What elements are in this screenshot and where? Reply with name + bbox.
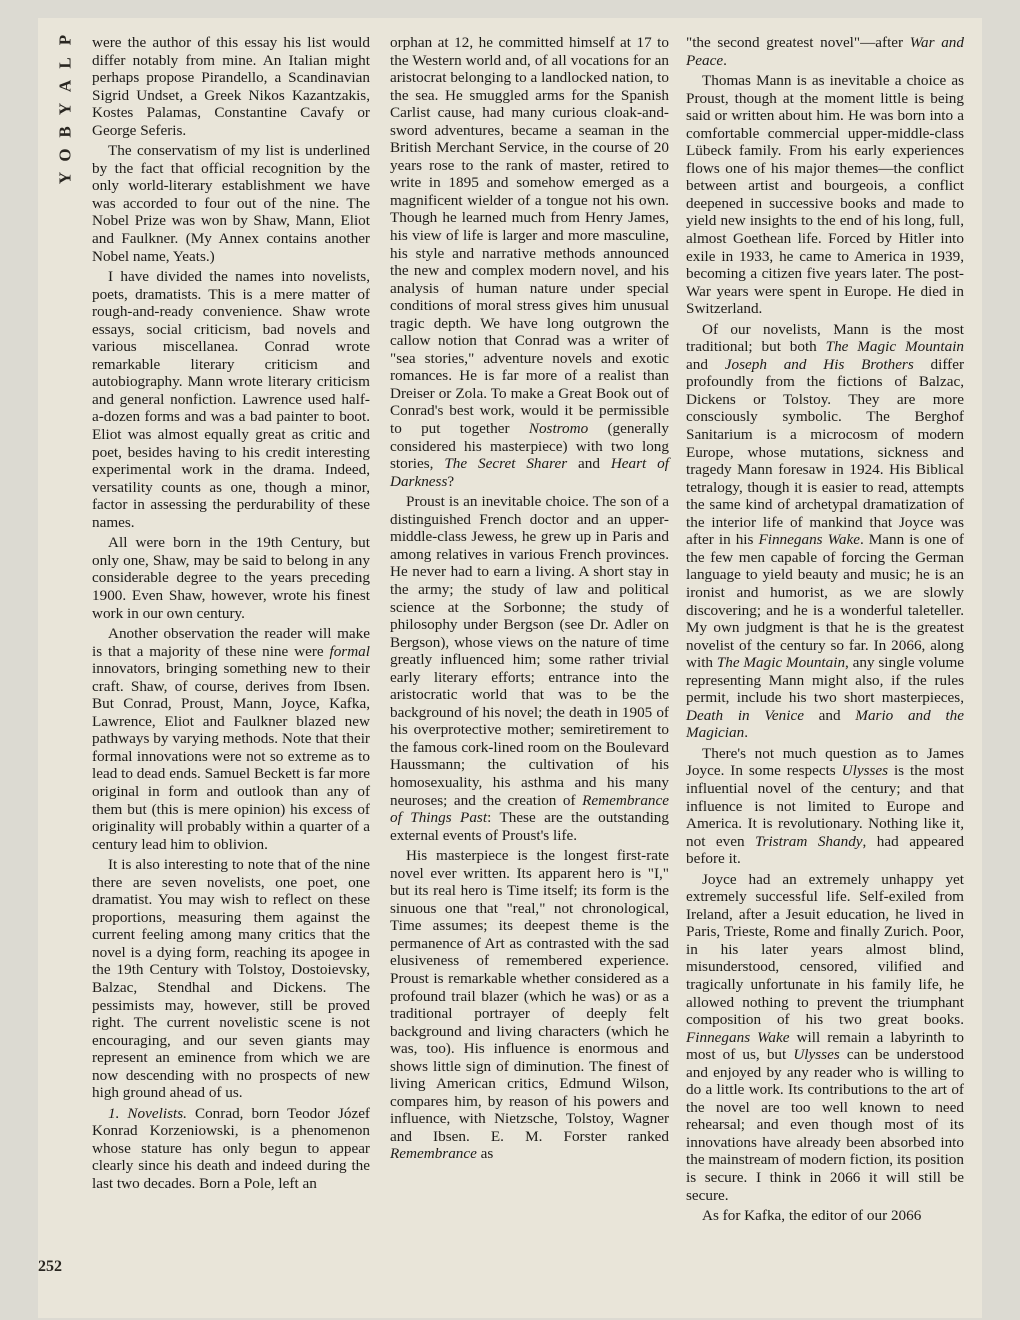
paragraph — [92, 1105, 370, 1193]
paragraph — [92, 856, 370, 1102]
masthead-letter: B — [55, 125, 75, 138]
body-text: His masterpiece is the longest first-rate novel ever written. Its apparent hero is "I," but its real hero is Time itself; its form is the sinuous one that "real," not chronological, Time assumes; its deepest theme is the permanence of Art as contrasted with the sad elusiveness of remembered experience. Proust is remarkable whether considered as a profound trail blazer (which he was) or as a traditional portrayer of deeply felt background and living characters (which he was, too). His influence is enormous and shows little sign of diminution. The finest of living American critics, Edmund Wilson, compares him, by reason of his powers and influence, with Nietzsche, Tolstoy, Wagner and Ibsen. E. M. Forster ranked — [390, 847, 669, 1145]
body-text: "the second greatest novel"—after — [686, 34, 910, 51]
masthead-letter: P — [55, 33, 75, 46]
body-text: is the most influential novel of the century; and that influence is not limited to Europe and America. It is revolutionary. Nothing like it, not even — [686, 762, 964, 850]
body-text: and — [567, 455, 611, 473]
body-text: Another observation the reader will make is that a majority of these nine were — [92, 625, 370, 660]
italic-title-text: Remembrance of Things Past — [390, 791, 669, 827]
italic-title-text: 1. Novelists. — [108, 1104, 187, 1122]
italic-title-text: Finnegans Wake — [686, 1028, 790, 1046]
masthead-letter: Y — [55, 101, 75, 116]
body-text: as — [476, 1145, 494, 1163]
text-column-3 — [686, 34, 964, 1228]
page-number: 252 — [38, 1258, 62, 1275]
body-text: There's not much question as to James Joyce. In some respects — [686, 744, 964, 780]
text-column-1 — [92, 34, 370, 1196]
paragraph — [686, 1207, 964, 1225]
italic-title-text: Death in Venice — [686, 706, 804, 724]
body-text: It is also interesting to note that of the nine there are seven novelists, one poet, one dramatist. You may wish to reflect on these proportions, measuring them against the current feeling among many critics that the novel is a dying form, reaching its apogee in the 19th Century with Tolstoy, Dostoievsky, Balzac, Stendhal and Dickens. The pessimists may, however, still be proved right. The current novelistic scene is not encouraging, and our seven giants may represent an eminence from which we are now descending with no prospects of new high ground ahead of us. — [92, 856, 370, 1102]
body-text: . — [723, 51, 727, 69]
body-text: , had appeared before it. — [686, 832, 964, 868]
italic-title-text: The Magic Mountain — [716, 654, 846, 672]
body-text: (generally considered his masterpiece) with two long stories, — [390, 420, 670, 473]
italic-title-text: Mario and the Magician — [686, 706, 964, 742]
masthead-letter: L — [55, 56, 75, 69]
paragraph — [390, 493, 669, 844]
body-text: As for Kafka, the editor of our 2066 — [702, 1207, 922, 1225]
paragraph — [686, 34, 964, 69]
italic-title-text: Tristram Shandy — [755, 832, 863, 850]
body-text: : These are the outstanding external events of Proust's life. — [390, 809, 669, 844]
text-column-2 — [390, 34, 669, 1166]
body-text: Conrad, born Teodor Józef Konrad Korzeniowski, is a phenomenon whose stature has only begun to appear clearly since his death and indeed during the last two decades. Born a Pole, left an — [92, 1104, 370, 1192]
body-text: Thomas Mann is as inevitable a choice as Proust, though at the moment little is being said or written about him. He was born into a comfortable commercial upper-middle-class Lübeck family. From his early experiences flows one of his major themes—the conflict between artist and bourgeois, a conflict deepened in successive books and made to yield new insights to the end of his long, full, almost Goethean life. Forced by Hitler into exile in 1933, he came to America in 1939, becoming a citizen five years later. The post-War years were spent in Europe. He died in Switzerland. — [686, 72, 964, 318]
masthead-letter: Y — [55, 170, 75, 185]
paragraph — [686, 321, 964, 742]
body-text: orphan at 12, he committed himself at 17 to the Western world and, of all vocations for an aristocrat belonging to a landlocked nation, to the sea. He smuggled arms for the Spanish Carlist cause, had many curious cloak-and-sword adventures, became a seaman in the British Merchant Service, in the course of 20 years rose to the rank of master, retired to write in 1895 and somehow emerged as a magnificent wielder of a tongue not his own. Though he learned much from Henry James, his view of life is larger and more masculine, his style and narrative methods announced the new and complex modern novel, and his analysis of human nature under special conditions of moral stress gives him unusual tragic depth. We have long outgrown the callow notion that Conrad was a writer of "sea stories," adventure novels and exotic romances. He is far more of a realist than Dreiser or Zola. To make a Great Book out of Conrad's best work, would it be permissible to put together — [390, 34, 669, 438]
body-text: . Mann is one of the few men capable of forcing the German language to yield beauty and music; he is an ironist and humorist, as we are slowly discovering; and he is a wonderful taleteller. My own judgment is that he is the greatest novelist of the century so far. In 2066, along with — [686, 531, 964, 672]
italic-title-text: Nostromo — [528, 420, 589, 438]
italic-title-text: Ulysses — [841, 762, 889, 780]
paragraph — [390, 34, 669, 490]
magazine-masthead — [50, 28, 80, 189]
body-text: can be understood and enjoyed by any reader who is willing to do a little work. Its contributions to the art of the novel are too well known to need rehearsal; and even though most of its innovations have already been absorbed into the mainstream of modern fiction, its position is secure. I think in 2066 it will still be secure. — [686, 1046, 964, 1204]
masthead-letter: A — [55, 78, 75, 93]
paragraph — [92, 268, 370, 531]
paragraph — [686, 745, 964, 868]
paragraph — [390, 847, 669, 1163]
paragraph — [92, 142, 370, 265]
paragraph — [92, 534, 370, 622]
body-text: Of our novelists, Mann is the most traditional; but both — [686, 320, 964, 356]
body-text: Proust is an inevitable choice. The son of a distinguished French doctor and an upper-middle-class Jewess, he grew up in Paris and among relatives in various French provinces. He never had to earn a living. A short stay in the army; the study of law and political science at the Sorbonne; the study of philosophy under Bergson (see Dr. Adler on Bergson), whose views on the nature of time greatly influenced him; some rather trivial early literary efforts; entrance into the aristocratic world that was to be the background of his novel; the death in 1905 of his overprotective mother; semiretirement to the famous cork-lined room on the Boulevard Haussmann; the cultivation of his homosexuality, his asthma and his many neuroses; and the creation of — [390, 493, 669, 809]
body-text: , any single volume representing Mann might also, if the rules permit, include his two short masterpieces, — [686, 654, 964, 707]
italic-title-text: Ulysses — [793, 1046, 840, 1064]
italic-title-text: Remembrance — [390, 1145, 477, 1163]
body-text: The conservatism of my list is underlined by the fact that official recognition by the only world-literary establishment we have was accorded to four out of the nine. The Nobel Prize was won by Shaw, Mann, Eliot and Faulkner. (My Annex contains another Nobel name, Yeats.) — [92, 142, 370, 265]
body-text: and — [803, 706, 856, 724]
body-text: I have divided the names into novelists, poets, dramatists. This is a mere matter of rough-and-ready convenience. Shaw wrote essays, social criticism, bad novels and various miscellanea. Conrad wrote remarkable literary criticism and autobiography. Mann wrote literary criticism and general nonfiction. Lawrence used half-a-dozen forms and was a bad painter to boot. Eliot was almost equally great as critic and poet, besides having to his credit interesting experimental work in the drama. Indeed, versatility counts as one, though a minor, factor in assessing the perdurability of these names. — [92, 268, 370, 531]
body-text: will remain a labyrinth to most of us, but — [686, 1028, 964, 1064]
body-text: ? — [447, 472, 455, 490]
body-text: All were born in the 19th Century, but only one, Shaw, may be said to belong in any considerable degree to the years preceding 1900. Even Shaw, however, wrote his finest work in our own century. — [92, 534, 370, 622]
paragraph — [92, 625, 370, 853]
italic-title-text: Joseph and His Brothers — [724, 355, 914, 373]
paragraph — [92, 34, 370, 139]
body-text: and — [686, 355, 725, 373]
italic-title-text: The Secret Sharer — [444, 455, 568, 473]
body-text: Joyce had an extremely unhappy yet extremely successful life. Self-exiled from Ireland, after a Jesuit education, he lived in Paris, Trieste, Rome and finally Zurich. Poor, in his later years almost blind, misunderstood, censored, vilified and tragically unfortunate in his family life, he allowed nothing to prevent the triumphant composition of his two great books. — [686, 870, 964, 1029]
italic-title-text: formal — [329, 642, 370, 660]
body-text: . — [744, 724, 749, 742]
italic-title-text: Finnegans Wake — [758, 531, 860, 549]
masthead-letter: O — [55, 147, 75, 162]
body-text: differ profoundly from the fictions of Balzac, Dickens or Tolstoy. They are more consciously symbolic. The Berghof Sanitarium is a microcosm of modern Europe, whose mutations, sickness and tragedy Mann foresaw in 1924. His Biblical tetralogy, though it is easier to read, attempts the same kind of archetypal dramatization of the interior life of mankind that Joyce was after in his — [686, 355, 965, 549]
paragraph — [686, 871, 964, 1204]
italic-title-text: The Magic Mountain — [825, 338, 965, 356]
body-text: innovators, bringing something new to their craft. Shaw, of course, derives from Ibsen. But Conrad, Proust, Mann, Joyce, Kafka, Lawrence, Eliot and Faulkner blazed new pathways by varying methods. Note that their formal innovations were not so extreme as to lead to dead ends. Samuel Beckett is far more original in form and outlook than any of them but (this is mere opinion) his excess of originality will probably within a quarter of a century lead him to oblivion. — [92, 660, 370, 853]
italic-title-text: War and Peace — [686, 34, 964, 69]
paragraph — [686, 72, 964, 318]
body-text: were the author of this essay his list would differ notably from mine. An Italian might perhaps propose Pirandello, a Scandinavian Sigrid Undset, a Greek Nikos Kazantzakis, Kostes Palamas, Constantine Cavafy or George Seferis. — [92, 34, 370, 139]
italic-title-text: Heart of Darkness — [390, 455, 669, 490]
